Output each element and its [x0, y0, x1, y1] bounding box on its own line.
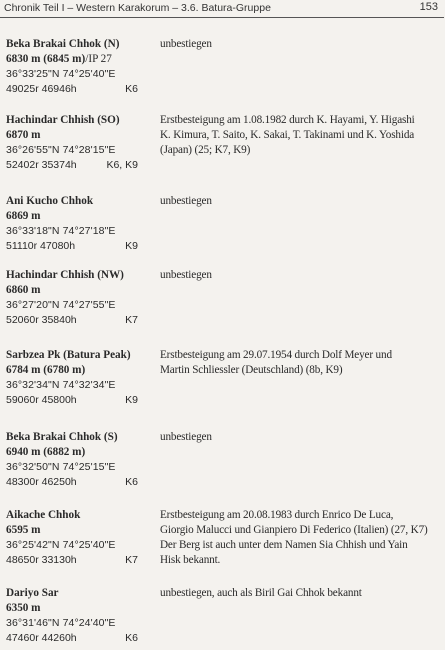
running-header [4, 1, 440, 17]
grid-line [6, 475, 156, 490]
description-line: unbestiegen [160, 269, 212, 281]
peak-coordinates: 36°32'34"N 74°32'34"E [6, 379, 116, 391]
description-line: Martin Schliessler (Deutschland) (8b, K9) [160, 364, 343, 376]
map-sheet: K7 [125, 554, 138, 566]
ascent-description [160, 37, 442, 52]
elevation-line [6, 283, 156, 298]
grid-reference: 47460r 44260h [6, 632, 77, 644]
description-line: unbestiegen [160, 195, 212, 207]
grid-reference: 49025r 46946h [6, 83, 77, 95]
page-number: 153 [419, 1, 438, 13]
peak-coordinates: 36°33'25"N 74°25'40"E [6, 68, 116, 80]
ascent-description [160, 586, 442, 601]
map-sheet: K9 [125, 394, 138, 406]
peak-info [6, 113, 156, 173]
peak-elevation: 6860 m [6, 284, 41, 296]
peak-elevation: 6940 m (6882 m) [6, 446, 86, 458]
peak-elevation: 6830 m (6845 m) [6, 53, 86, 65]
peak-info [6, 268, 156, 328]
grid-line [6, 631, 156, 646]
elevation-line [6, 128, 156, 143]
header-rule [0, 17, 444, 18]
peak-info [6, 586, 156, 646]
description-line: unbestiegen [160, 431, 212, 443]
description-line: Hisk bekannt. [160, 554, 221, 566]
description-line: Erstbesteigung am 1.08.1982 durch K. Hayami, Y. Higashi [160, 114, 415, 126]
peak-info [6, 430, 156, 490]
grid-reference: 59060r 45800h [6, 394, 77, 406]
ascent-description [160, 194, 442, 209]
peak-coordinates: 36°32'50"N 74°25'15"E [6, 461, 116, 473]
grid-line [6, 158, 156, 173]
map-sheet: K6 [125, 83, 138, 95]
peak-elevation: 6350 m [6, 602, 41, 614]
elevation-line [6, 445, 156, 460]
peak-info [6, 508, 156, 568]
peak-elevation: 6870 m [6, 129, 41, 141]
grid-reference: 48650r 33130h [6, 554, 77, 566]
header-title: Chronik Teil I – Western Karakorum – 3.6. Batura-Gruppe [4, 2, 271, 14]
ascent-description [160, 348, 442, 378]
elevation-line [6, 209, 156, 224]
grid-reference: 51110r 47080h [6, 240, 76, 252]
grid-line [6, 82, 156, 97]
peak-coordinates: 36°25'42"N 74°25'40"E [6, 539, 116, 551]
peak-coordinates: 36°26'55"N 74°28'15"E [6, 144, 116, 156]
grid-line [6, 393, 156, 408]
grid-reference: 52060r 35840h [6, 314, 77, 326]
grid-reference: 52402r 35374h [6, 159, 77, 171]
grid-line [6, 553, 156, 568]
description-line: Der Berg ist auch unter dem Namen Sia Chhish und Yain [160, 539, 408, 551]
peak-name: Ani Kucho Chhok [6, 195, 94, 207]
peak-name: Hachindar Chhish (SO) [6, 114, 120, 126]
peak-elevation: 6784 m (6780 m) [6, 364, 86, 376]
peak-coordinates: 36°27'20"N 74°27'55"E [6, 299, 116, 311]
peak-info [6, 37, 156, 97]
grid-line [6, 239, 156, 254]
map-sheet: K6 [125, 632, 138, 644]
peak-name: Hachindar Chhish (NW) [6, 269, 124, 281]
grid-reference: 48300r 46250h [6, 476, 77, 488]
description-line: (Japan) (25; K7, K9) [160, 144, 251, 156]
peak-info [6, 194, 156, 254]
peak-name: Aikache Chhok [6, 509, 81, 521]
ascent-description [160, 430, 442, 445]
elevation-line [6, 52, 156, 67]
description-line: unbestiegen, auch als Biril Gai Chhok bekannt [160, 587, 362, 599]
peak-elevation: 6595 m [6, 524, 41, 536]
ascent-description [160, 508, 442, 568]
description-line: unbestiegen [160, 38, 212, 50]
map-sheet: K6, K9 [106, 159, 138, 171]
peak-name: Beka Brakai Chhok (N) [6, 38, 120, 50]
description-line: K. Kimura, T. Saito, K. Sakai, T. Takinami und K. Yoshida [160, 129, 415, 141]
peak-coordinates: 36°31'46"N 74°24'40"E [6, 617, 116, 629]
ascent-description [160, 268, 442, 283]
elevation-line [6, 601, 156, 616]
elevation-line [6, 363, 156, 378]
peak-coordinates: 36°33'18"N 74°27'18"E [6, 225, 116, 237]
peak-name: Sarbzea Pk (Batura Peak) [6, 349, 131, 361]
map-sheet: K9 [125, 240, 138, 252]
grid-line [6, 313, 156, 328]
map-sheet: K6 [125, 476, 138, 488]
description-line: Erstbesteigung am 20.08.1983 durch Enrico De Luca, [160, 509, 394, 521]
map-sheet: K7 [125, 314, 138, 326]
peak-elevation: 6869 m [6, 210, 41, 222]
ascent-description [160, 113, 442, 158]
description-line: Erstbesteigung am 29.07.1954 durch Dolf Meyer und [160, 349, 392, 361]
elevation-suffix: /IP 27 [85, 53, 112, 65]
peak-name: Dariyo Sar [6, 587, 59, 599]
peak-info [6, 348, 156, 408]
peak-name: Beka Brakai Chhok (S) [6, 431, 118, 443]
elevation-line [6, 523, 156, 538]
description-line: Giorgio Malucci und Gianpiero Di Federico (Italien) (27, K7) [160, 524, 428, 536]
